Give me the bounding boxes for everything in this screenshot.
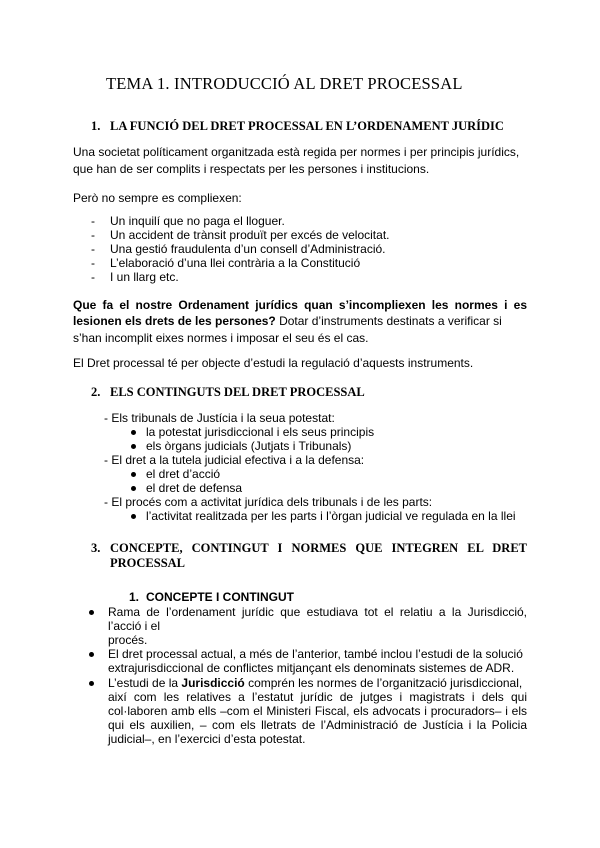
bullet-dot [89,681,94,686]
paragraph-line: Una societat políticament organitzada està regida per normes i per principis jurídics, [73,145,520,159]
bullet-line: El dret processal actual, a més de l’anterior, també inclou l’estudi de la solució [108,647,523,661]
content-subitem: els òrgans judicials (Jutjats i Tribunals) [146,439,352,453]
list-item: Una gestió fraudulenta d’un consell d’Administració. [110,242,386,256]
paragraph-line: que han de ser complits i respectats per les persones i institucions. [73,162,430,176]
list-item: L’elaboració d’una llei contrària a la Constitució [110,256,361,270]
bullet-line: extrajurisdiccional de conflictes mitjançant els denominats sistemes de ADR. [108,661,515,675]
section-3-heading: CONCEPTE, CONTINGUT I NORMES QUE INTEGREN EL DRET [110,541,527,555]
bullet-line: judicial–, en l’exercici d’esta potestat. [108,732,306,746]
subsection-heading: CONCEPTE I CONTINGUT [146,590,295,604]
page-title: TEMA 1. INTRODUCCIÓ AL DRET PROCESSAL [106,74,463,93]
list-dash: - [91,270,95,284]
bullet-text: L’estudi de la [108,676,182,690]
question-line [73,314,502,328]
bullet-line: qui els auxilien, – com els lletrats de l’Administració de Justícia i la Policia [108,718,527,732]
bullet-text: comprén les normes de l’organització jurisdiccional, [244,676,523,690]
bullet-dot [131,472,136,477]
question-bold: lesionen els drets de les persones? [73,314,276,328]
list-dash: - [91,242,95,256]
bullet-dot [131,514,136,519]
list-item: Un accident de trànsit produït per excés de velocitat. [110,228,390,242]
list-item: Un inquilí que no paga el lloguer. [110,214,285,228]
content-subitem: el dret d’acció [146,467,221,481]
bullet-dot [131,486,136,491]
question-line: Que fa el nostre Ordenament jurídics quan s’incompliexen les normes i es [73,298,527,312]
section-1-number: 1. [91,119,101,133]
content-subitem: la potestat jurisdiccional i els seus principis [146,425,375,439]
question-rest: Dotar d’instruments destinats a verificar si [275,314,502,328]
bullet-line: així com les relatives a l’estatut jurídic de jutges i magistrats i dels qui [108,690,527,704]
list-dash: - [91,214,95,228]
bullet-line: col·laboren amb ells –com el Ministeri Fiscal, els advocats i procuradors– i els [108,704,527,718]
list-dash: - [91,256,95,270]
bullet-bold: Jurisdicció [181,676,245,690]
bullet-line [108,676,522,690]
subsection-number: 1. [129,590,140,604]
bullet-line: l’acció i el [108,619,161,633]
content-subitem: el dret de defensa [146,481,243,495]
bullet-dot [131,430,136,435]
bullet-dot [89,652,94,657]
paragraph: Però no sempre es compliexen: [73,191,242,205]
section-1-heading: LA FUNCIÓ DEL DRET PROCESSAL EN L’ORDENAMENT JURÍDIC [110,119,504,133]
content-group: - Els tribunals de Justícia i la seua potestat: [104,411,335,425]
content-subitem: l’activitat realitzada per les parts i l’òrgan judicial ve regulada en la llei [146,509,516,523]
question-line: s’han incomplit eixes normes i imposar el seu és el cas. [73,331,369,345]
section-3-number: 3. [91,541,101,555]
bullet-line: Rama de l’ordenament jurídic que estudiava tot el relatiu a la Jurisdicció, [108,605,527,619]
section-3-heading-cont: PROCESSAL [110,556,186,570]
section-2-heading: ELS CONTINGUTS DEL DRET PROCESSAL [110,385,365,399]
content-group: - El procés com a activitat jurídica dels tribunals i de les parts: [104,495,433,509]
list-item: I un llarg etc. [110,270,179,284]
bullet-dot [89,610,94,615]
content-group: - El dret a la tutela judicial efectiva i a la defensa: [104,453,365,467]
bullet-line: procés. [108,633,148,647]
section-2-number: 2. [91,385,101,399]
bullet-dot [131,444,136,449]
list-dash: - [91,228,95,242]
paragraph: El Dret processal té per objecte d’estudi la regulació d’aquests instruments. [73,356,474,370]
